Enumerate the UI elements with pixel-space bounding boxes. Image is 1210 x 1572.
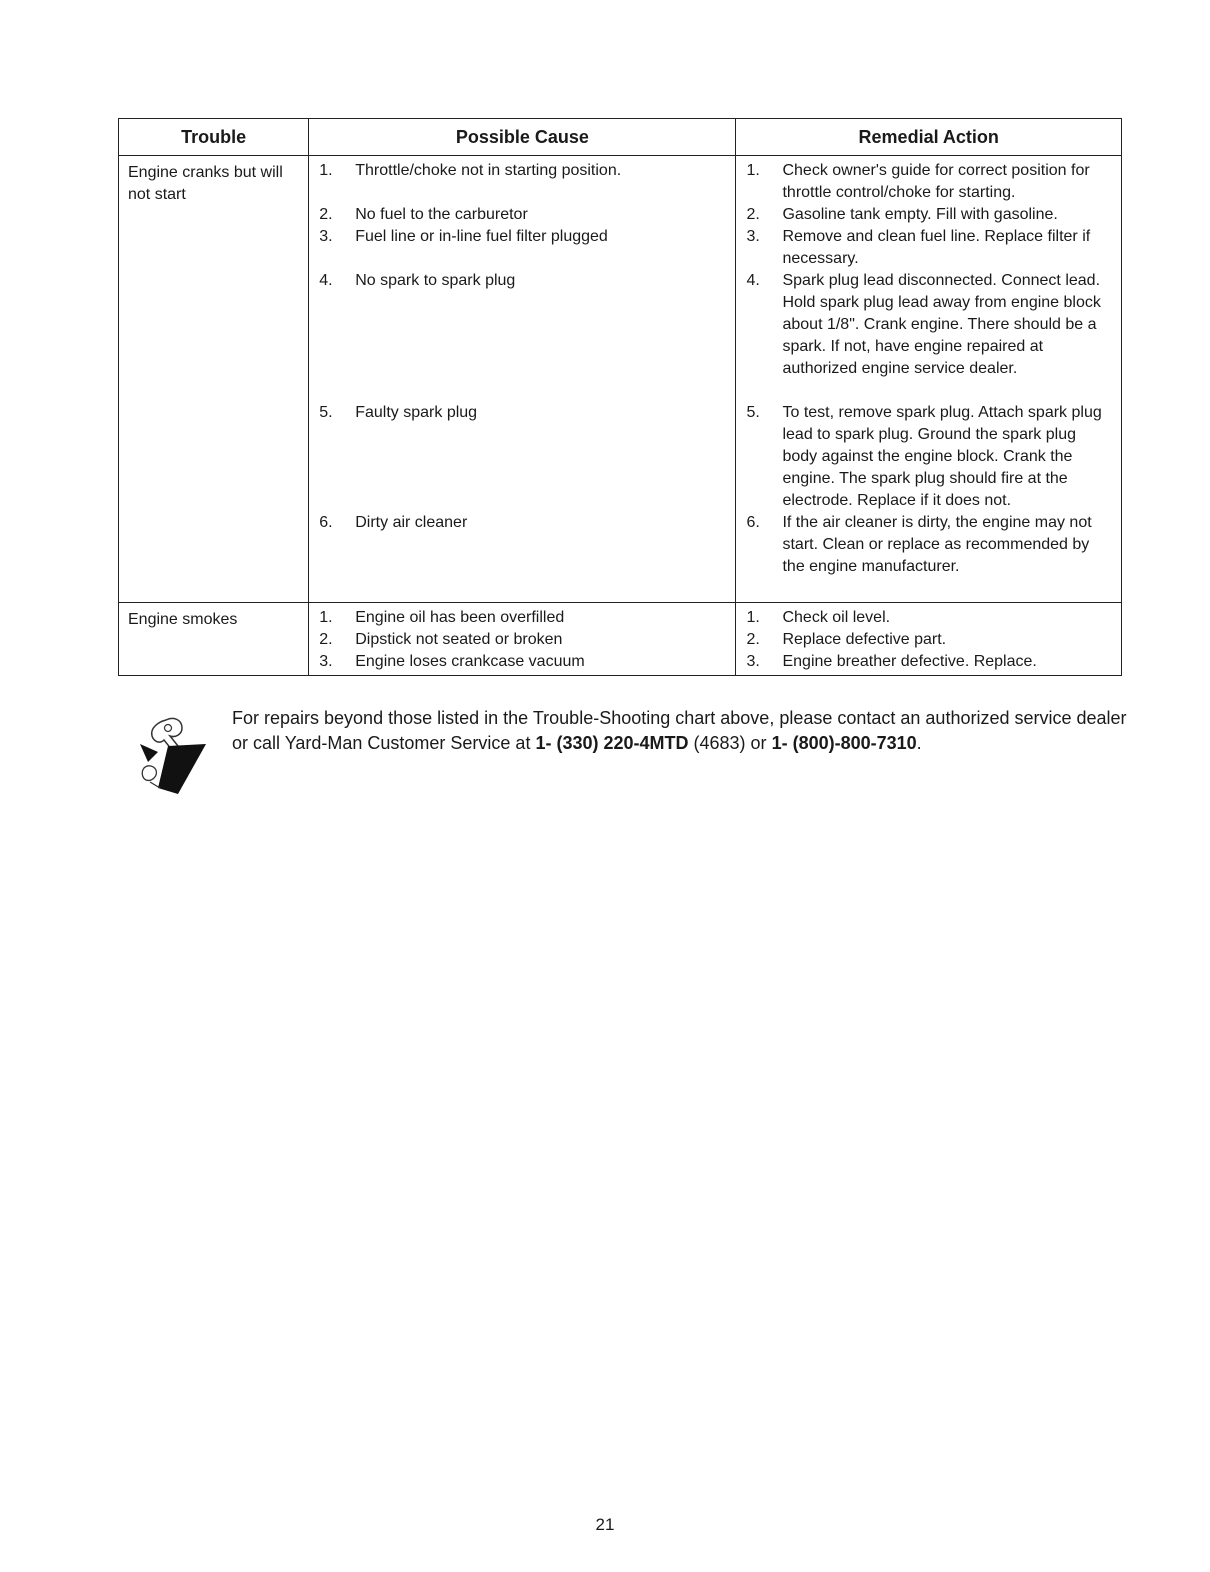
action-text: If the air cleaner is dirty, the engine may not start. Clean or replace as recommended by the engine manufacturer.: [782, 514, 1092, 575]
cause-item: [309, 204, 735, 226]
trouble-cell: [119, 603, 309, 676]
item-number: 5.: [746, 404, 760, 421]
action-text: Spark plug lead disconnected. Connect lead. Hold spark plug lead away from engine block about 1/8". Crank engine. There should be a spark. If not, have engine repaired at authorized engine service dealer.: [782, 272, 1101, 377]
cause-item: [309, 226, 735, 270]
item-number: 1.: [319, 609, 333, 626]
action-text: To test, remove spark plug. Attach spark plug lead to spark plug. Ground the spark plug body against the engine block. Crank the engine. The spark plug should fire at the electrode. Replace if it does not.: [782, 404, 1102, 509]
cause-item: [309, 607, 735, 629]
item-number: 6.: [746, 514, 760, 531]
action-item: [736, 270, 1121, 402]
header-remedial-action: Remedial Action: [736, 119, 1122, 156]
cause-item: [309, 512, 735, 600]
action-item: [736, 226, 1121, 270]
item-number: 3.: [746, 653, 760, 670]
cause-text: No spark to spark plug: [355, 272, 516, 289]
cause-text: No fuel to the carburetor: [355, 206, 528, 223]
action-text: Gasoline tank empty. Fill with gasoline.: [782, 206, 1058, 223]
note-text: For repairs beyond those listed in the Trouble-Shooting chart above, please contact an authorized service dealer or call Yard-Man Customer Service at: [232, 708, 1127, 753]
cause-item: [309, 629, 735, 651]
cause-cell: [309, 156, 736, 603]
table-row: [119, 156, 1122, 603]
item-number: 3.: [319, 653, 333, 670]
action-item: [736, 512, 1121, 600]
item-number: 3.: [746, 228, 760, 245]
item-number: 2.: [746, 206, 760, 223]
cause-cell: [309, 603, 736, 676]
service-note: [232, 706, 1132, 756]
item-number: 1.: [746, 162, 760, 179]
action-item: [736, 160, 1121, 204]
cause-item: [309, 651, 735, 673]
cause-text: Engine loses crankcase vacuum: [355, 653, 585, 670]
troubleshooting-table: [118, 118, 1122, 676]
item-number: 2.: [319, 206, 333, 223]
item-number: 4.: [319, 272, 333, 289]
action-item: [736, 651, 1121, 673]
header-trouble: Trouble: [119, 119, 309, 156]
action-item: [736, 402, 1121, 512]
item-number: 1.: [319, 162, 333, 179]
cause-item: [309, 402, 735, 512]
phone-number-1: 1- (330) 220-4MTD: [535, 733, 689, 753]
item-number: 2.: [319, 631, 333, 648]
item-number: 4.: [746, 272, 760, 289]
action-text: Remove and clean fuel line. Replace filter if necessary.: [782, 228, 1091, 267]
cause-item: [309, 160, 735, 204]
trouble-text: Engine smokes: [128, 611, 238, 628]
table-row: [119, 603, 1122, 676]
cause-text: Dirty air cleaner: [355, 514, 468, 531]
item-number: 1.: [746, 609, 760, 626]
wrench-icon: [138, 712, 210, 798]
action-item: [736, 629, 1121, 651]
item-number: 3.: [319, 228, 333, 245]
phone-number-2: 1- (800)-800-7310: [771, 733, 917, 753]
action-cell: [736, 156, 1122, 603]
cause-text: Engine oil has been overfilled: [355, 609, 565, 626]
note-text-end: .: [916, 733, 922, 753]
action-text: Engine breather defective. Replace.: [782, 653, 1037, 670]
trouble-text: Engine cranks but will not start: [128, 164, 283, 203]
cause-text: Faulty spark plug: [355, 404, 478, 421]
trouble-cell: [119, 156, 309, 603]
item-number: 6.: [319, 514, 333, 531]
note-text-middle: (4683) or: [688, 733, 772, 753]
table-header-row: [119, 119, 1122, 156]
action-item: [736, 204, 1121, 226]
cause-text: Fuel line or in-line fuel filter plugged: [355, 228, 608, 245]
action-cell: [736, 603, 1122, 676]
action-item: [736, 607, 1121, 629]
cause-text: Throttle/choke not in starting position.: [355, 162, 622, 179]
item-number: 2.: [746, 631, 760, 648]
item-number: 5.: [319, 404, 333, 421]
action-text: Check owner's guide for correct position for throttle control/choke for starting.: [782, 162, 1090, 201]
cause-text: Dipstick not seated or broken: [355, 631, 563, 648]
action-text: Replace defective part.: [782, 631, 947, 648]
page-number: 21: [595, 1515, 615, 1534]
cause-item: [309, 270, 735, 402]
action-text: Check oil level.: [782, 609, 891, 626]
header-possible-cause: Possible Cause: [309, 119, 736, 156]
